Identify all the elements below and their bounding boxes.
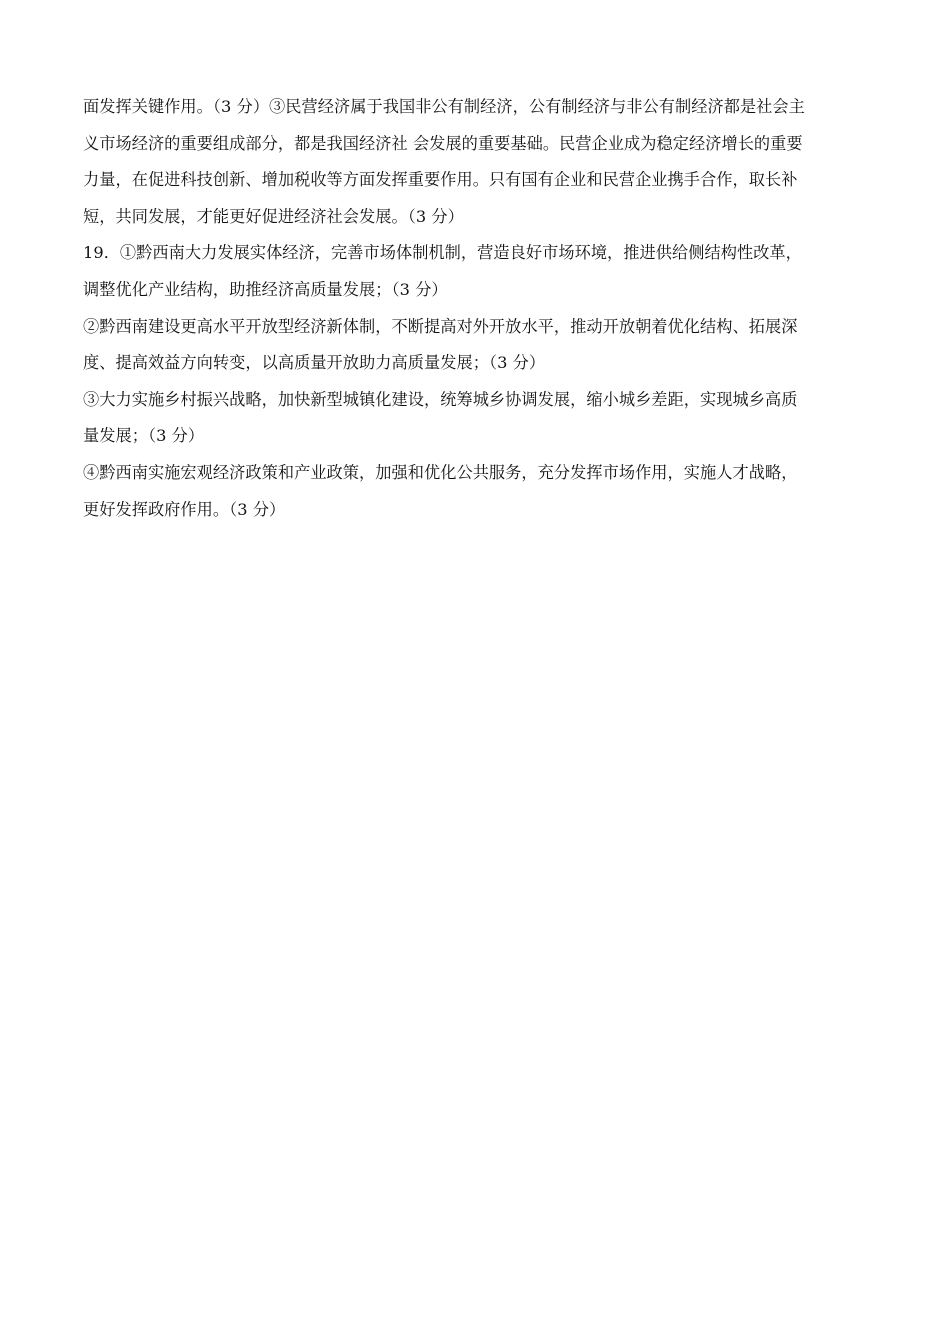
- answer-18-line-3: 力量，在促进科技创新、增加税收等方面发挥重要作用。只有国有企业和民营企业携手合作，取长补: [83, 170, 798, 190]
- answer-19-line-6: 量发展；（3 分）: [83, 426, 205, 446]
- answer-18-line-1: 面发挥关键作用。（3 分）③民营经济属于我国非公有制经济，公有制经济与非公有制经济都是社会主: [83, 97, 805, 116]
- answer-19-line-5: ③大力实施乡村振兴战略，加快新型城镇化建设，统筹城乡协调发展，缩小城乡差距，实现城乡高质: [83, 389, 798, 409]
- answer-19-line-7: ④黔西南实施宏观经济政策和产业政策，加强和优化公共服务，充分发挥市场作用，实施人才战略，: [83, 462, 798, 482]
- answer-text-block: [83, 94, 873, 533]
- answer-19-line-8: 更好发挥政府作用。（3 分）: [83, 499, 286, 519]
- answer-19-line-1: 19．①黔西南大力发展实体经济，完善市场体制机制，营造良好市场环境，推进供给侧结构性改革，: [83, 243, 802, 263]
- answer-18-line-4: 短，共同发展，才能更好促进经济社会发展。（3 分）: [83, 206, 464, 226]
- answer-19-line-4: 度、提高效益方向转变，以高质量开放助力高质量发展；（3 分）: [83, 353, 546, 373]
- answer-19-line-3: ②黔西南建设更高水平开放型经济新体制，不断提高对外开放水平，推动开放朝着优化结构、拓展深: [83, 316, 798, 336]
- answer-19-line-2: 调整优化产业结构，助推经济高质量发展；（3 分）: [83, 279, 448, 299]
- answer-18-line-2: 义市场经济的重要组成部分，都是我国经济社 会发展的重要基础。民营企业成为稳定经济增长的重要: [83, 133, 803, 153]
